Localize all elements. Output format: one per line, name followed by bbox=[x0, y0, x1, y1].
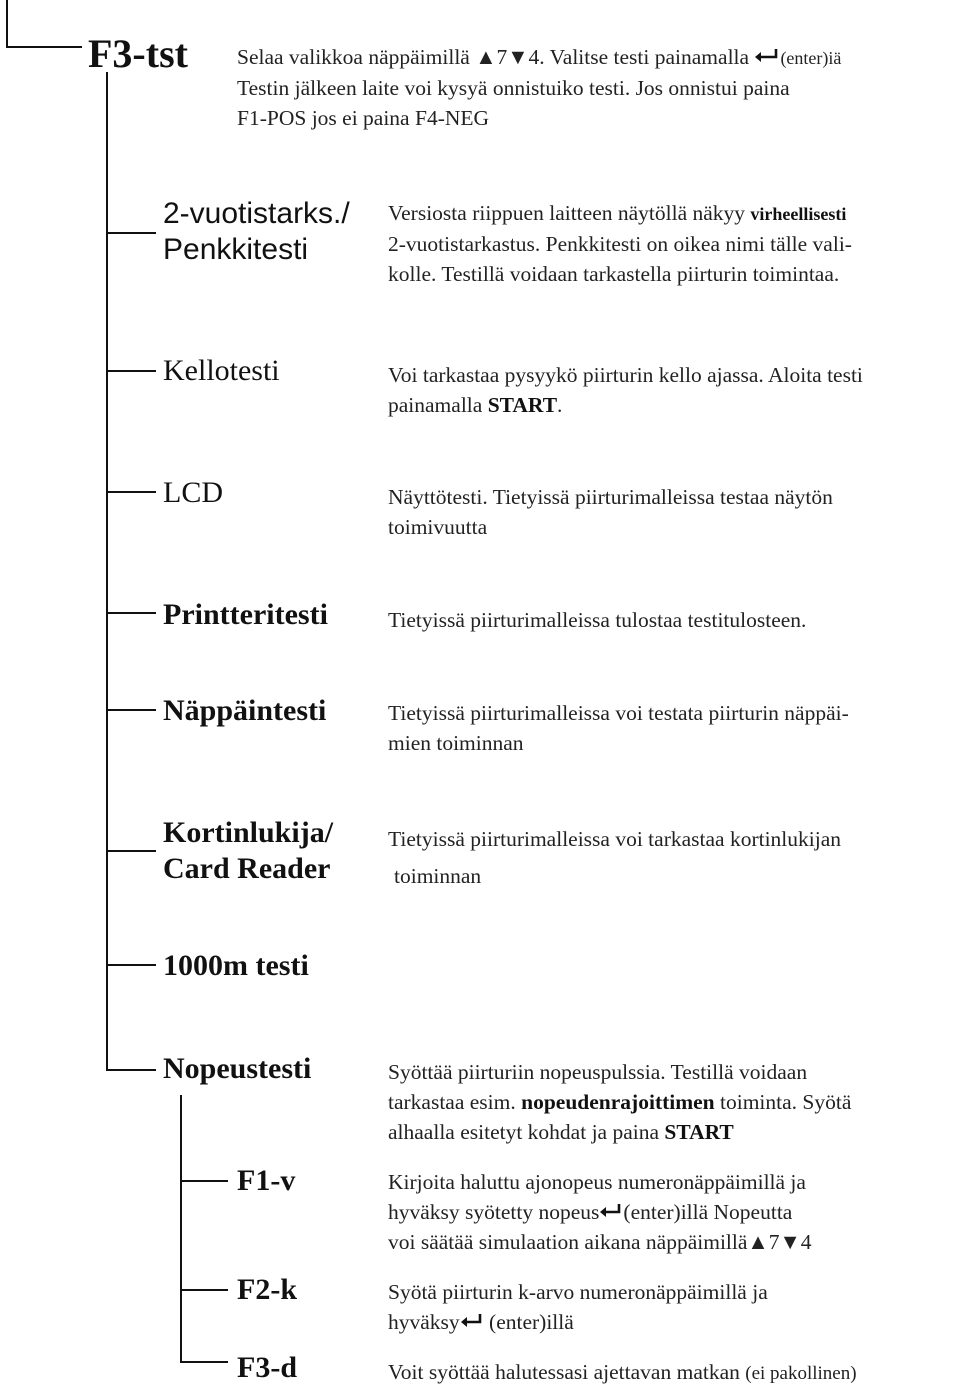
label-printteritesti: Printteritesti bbox=[163, 598, 328, 631]
tree-line-main-vertical bbox=[106, 72, 108, 1071]
label-nappaintesti: Näppäintesti bbox=[163, 694, 327, 727]
tree-branch-penkkitesti bbox=[106, 232, 156, 234]
tree-line-top-horizontal bbox=[6, 46, 82, 48]
tree-branch-lcd bbox=[106, 491, 156, 493]
label-lcd: LCD bbox=[163, 476, 223, 509]
tree-branch-nappaintesti bbox=[106, 709, 156, 711]
tree-branch-f3d bbox=[180, 1361, 228, 1363]
down-arrow-icon: ▼ bbox=[507, 45, 529, 69]
enter-key-icon bbox=[460, 1307, 484, 1337]
desc-lcd: Näyttötesti. Tietyissä piirturimalleissa testaa näytön toimivuutta bbox=[388, 485, 833, 539]
label-f1-v: F1-v bbox=[237, 1164, 296, 1197]
desc-nappaintesti: Tietyissä piirturimalleissa voi testata piirturin näppäi- mien toiminnan bbox=[388, 701, 849, 755]
enter-key-icon bbox=[754, 42, 780, 72]
intro-text bbox=[237, 42, 841, 133]
up-arrow-icon: ▲ bbox=[475, 45, 497, 69]
down-arrow-icon: ▼ bbox=[779, 1230, 801, 1254]
label-nopeustesti: Nopeustesti bbox=[163, 1052, 312, 1085]
tree-branch-printteritesti bbox=[106, 612, 156, 614]
label-kellotesti: Kellotesti bbox=[163, 354, 280, 387]
label-f2-k: F2-k bbox=[237, 1273, 297, 1306]
desc-kortinlukija: Tietyissä piirturimalleissa voi tarkastaa kortinlukijan toiminnan bbox=[388, 827, 842, 888]
desc-penkkitesti: Versiosta riippuen laitteen näytöllä näkyy virheellisesti 2-vuotistarkastus. Penkkitesti on oikea nimi tälle vali- kolle. Testillä voidaan tarkastella piirturin toimintaa. bbox=[388, 201, 852, 286]
page-title: F3-tst bbox=[88, 31, 188, 76]
desc-kellotesti: Voi tarkastaa pysyykö piirturin kello ajassa. Aloita testi painamalla START. bbox=[388, 363, 863, 417]
tree-branch-1000m bbox=[106, 964, 156, 966]
tree-branch-nopeustesti bbox=[106, 1069, 156, 1071]
tree-branch-f1v bbox=[180, 1180, 228, 1182]
intro-line-2: Testin jälkeen laite voi kysyä onnistuiko testi. Jos onnistui paina bbox=[237, 76, 790, 100]
label-kortinlukija: Kortinlukija/ Card Reader bbox=[163, 816, 334, 885]
up-arrow-icon: ▲ bbox=[747, 1230, 769, 1254]
label-1000m-testi: 1000m testi bbox=[163, 949, 309, 982]
label-penkkitesti: 2-vuotistarks./ Penkkitesti bbox=[163, 197, 350, 266]
tree-line-top-vertical bbox=[6, 0, 8, 48]
desc-f2-k: Syötä piirturin k-arvo numeronäppäimillä ja hyväksy (enter)illä bbox=[388, 1277, 768, 1337]
label-f3-d: F3-d bbox=[237, 1351, 297, 1384]
enter-key-icon bbox=[599, 1197, 623, 1227]
desc-f3-d: Voit syöttää halutessasi ajettavan matkan (ei pakollinen) bbox=[388, 1360, 857, 1384]
desc-printteritesti: Tietyissä piirturimalleissa tulostaa testitulosteen. bbox=[388, 608, 807, 632]
tree-branch-kellotesti bbox=[106, 370, 156, 372]
tree-branch-f2k bbox=[180, 1289, 228, 1291]
tree-line-sub-vertical bbox=[180, 1095, 182, 1363]
intro-line-1: Selaa valikkoa näppäimillä ▲7▼4. Valitse testi painamalla (enter)iä bbox=[237, 42, 841, 73]
desc-f1-v: Kirjoita haluttu ajonopeus numeronäppäimillä ja hyväksy syötetty nopeus (enter)illä Nopeutta voi säätää simulaation aikana näppäimillä▲7▼4 bbox=[388, 1167, 811, 1257]
intro-line-3: F1-POS jos ei paina F4-NEG bbox=[237, 106, 490, 130]
desc-nopeustesti: Syöttää piirturiin nopeuspulssia. Testillä voidaan tarkastaa esim. nopeudenrajoittimen toiminta. Syötä alhaalla esitetyt kohdat ja paina START bbox=[388, 1060, 852, 1144]
tree-branch-kortinlukija bbox=[106, 850, 156, 852]
